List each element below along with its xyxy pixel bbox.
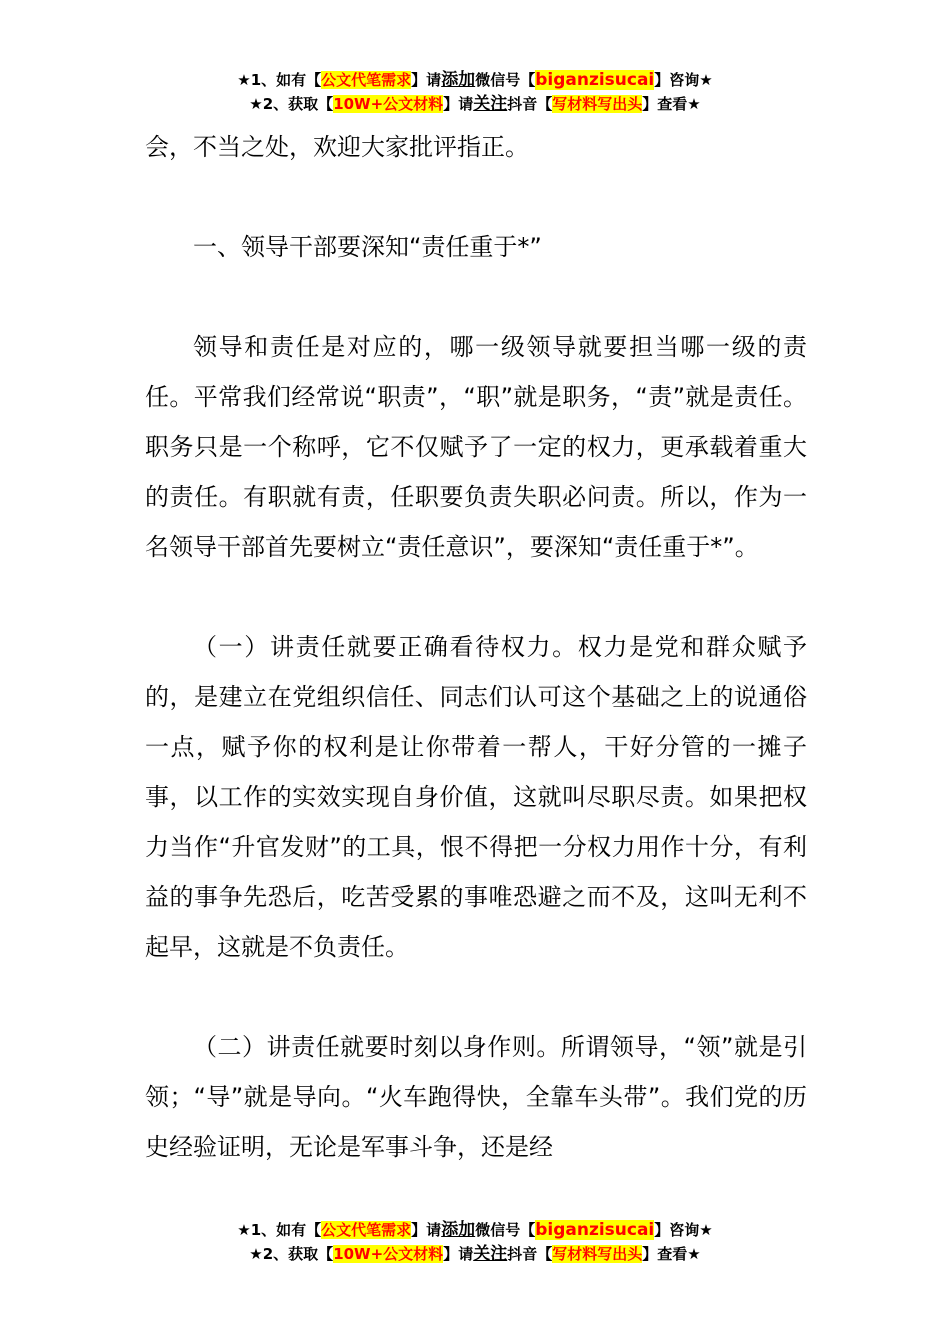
footer-promo-banner — [0, 1218, 950, 1266]
paragraph-1: 领导和责任是对应的，哪一级领导就要担当哪一级的责任。平常我们经常说“职责”，“职”就是职务，“责”就是责任。职务只是一个称呼，它不仅赋予了一定的权力，更承载着重大的责任。有职就有责，任职要负责失职必问责。所以，作为一名领导干部首先要树立“责任意识”，要深知“责任重于*”。 — [145, 333, 807, 561]
promo-text: ★2、获取【 — [249, 1245, 334, 1263]
promo-text: ★1、如有【 — [237, 71, 322, 89]
promo-highlight-wechat-id: biganzisucai — [535, 70, 655, 90]
promo-text: 微信号【 — [475, 1221, 536, 1239]
paragraph-2: （一）讲责任就要正确看待权力。权力是党和群众赋予的，是建立在党组织信任、同志们认可这个基础之上的说通俗一点，赋予你的权利是让你带着一帮人，干好分管的一摊子事，以工作的实效实现自身价值，这就叫尽职尽责。如果把权力当作“升官发财”的工具，恨不得把一分权力用作十分，有利益的事争先恐后，吃苦受累的事唯恐避之而不及，这叫无利不起早，这就是不负责任。 — [145, 633, 807, 961]
promo-text: 】查看★ — [642, 1245, 701, 1263]
promo-highlight: 10W+公文材料 — [333, 1245, 444, 1263]
promo-text: 】请 — [411, 1221, 442, 1239]
promo-highlight-douyin: 写材料写出头 — [552, 95, 643, 113]
promo-text: 抖音【 — [507, 1245, 553, 1263]
promo-text: 微信号【 — [475, 71, 536, 89]
promo-text: ★1、如有【 — [237, 1221, 322, 1239]
document-body — [145, 122, 807, 1172]
promo-text: ★2、获取【 — [249, 95, 334, 113]
promo-line-2 — [0, 1242, 950, 1266]
promo-text: 】查看★ — [642, 95, 701, 113]
promo-highlight: 公文代笔需求 — [321, 1221, 412, 1239]
promo-text: 】咨询★ — [654, 71, 713, 89]
promo-highlight-wechat-id: biganzisucai — [535, 1220, 655, 1240]
promo-line-1 — [0, 1218, 950, 1242]
promo-text: 】请 — [443, 95, 474, 113]
promo-underlined: 关注 — [473, 94, 508, 114]
promo-underlined: 添加 — [441, 1220, 476, 1240]
paragraph-3: （二）讲责任就要时刻以身作则。所谓领导，“领”就是引领；“导”就是导向。“火车跑得快，全靠车头带”。我们党的历史经验证明，无论是军事斗争，还是经 — [145, 1033, 807, 1161]
promo-line-1 — [0, 68, 950, 92]
promo-line-2 — [0, 92, 950, 116]
continuation-text: 会，不当之处，欢迎大家批评指正。 — [145, 133, 529, 161]
promo-highlight-douyin: 写材料写出头 — [552, 1245, 643, 1263]
promo-text: 】请 — [443, 1245, 474, 1263]
promo-text: 】请 — [411, 71, 442, 89]
promo-highlight: 公文代笔需求 — [321, 71, 412, 89]
promo-highlight: 10W+公文材料 — [333, 95, 444, 113]
promo-text: 抖音【 — [507, 95, 553, 113]
promo-underlined: 添加 — [441, 70, 476, 90]
promo-text: 】咨询★ — [654, 1221, 713, 1239]
promo-underlined: 关注 — [473, 1244, 508, 1264]
header-promo-banner — [0, 68, 950, 116]
section-heading: 一、领导干部要深知“责任重于*” — [193, 233, 542, 261]
